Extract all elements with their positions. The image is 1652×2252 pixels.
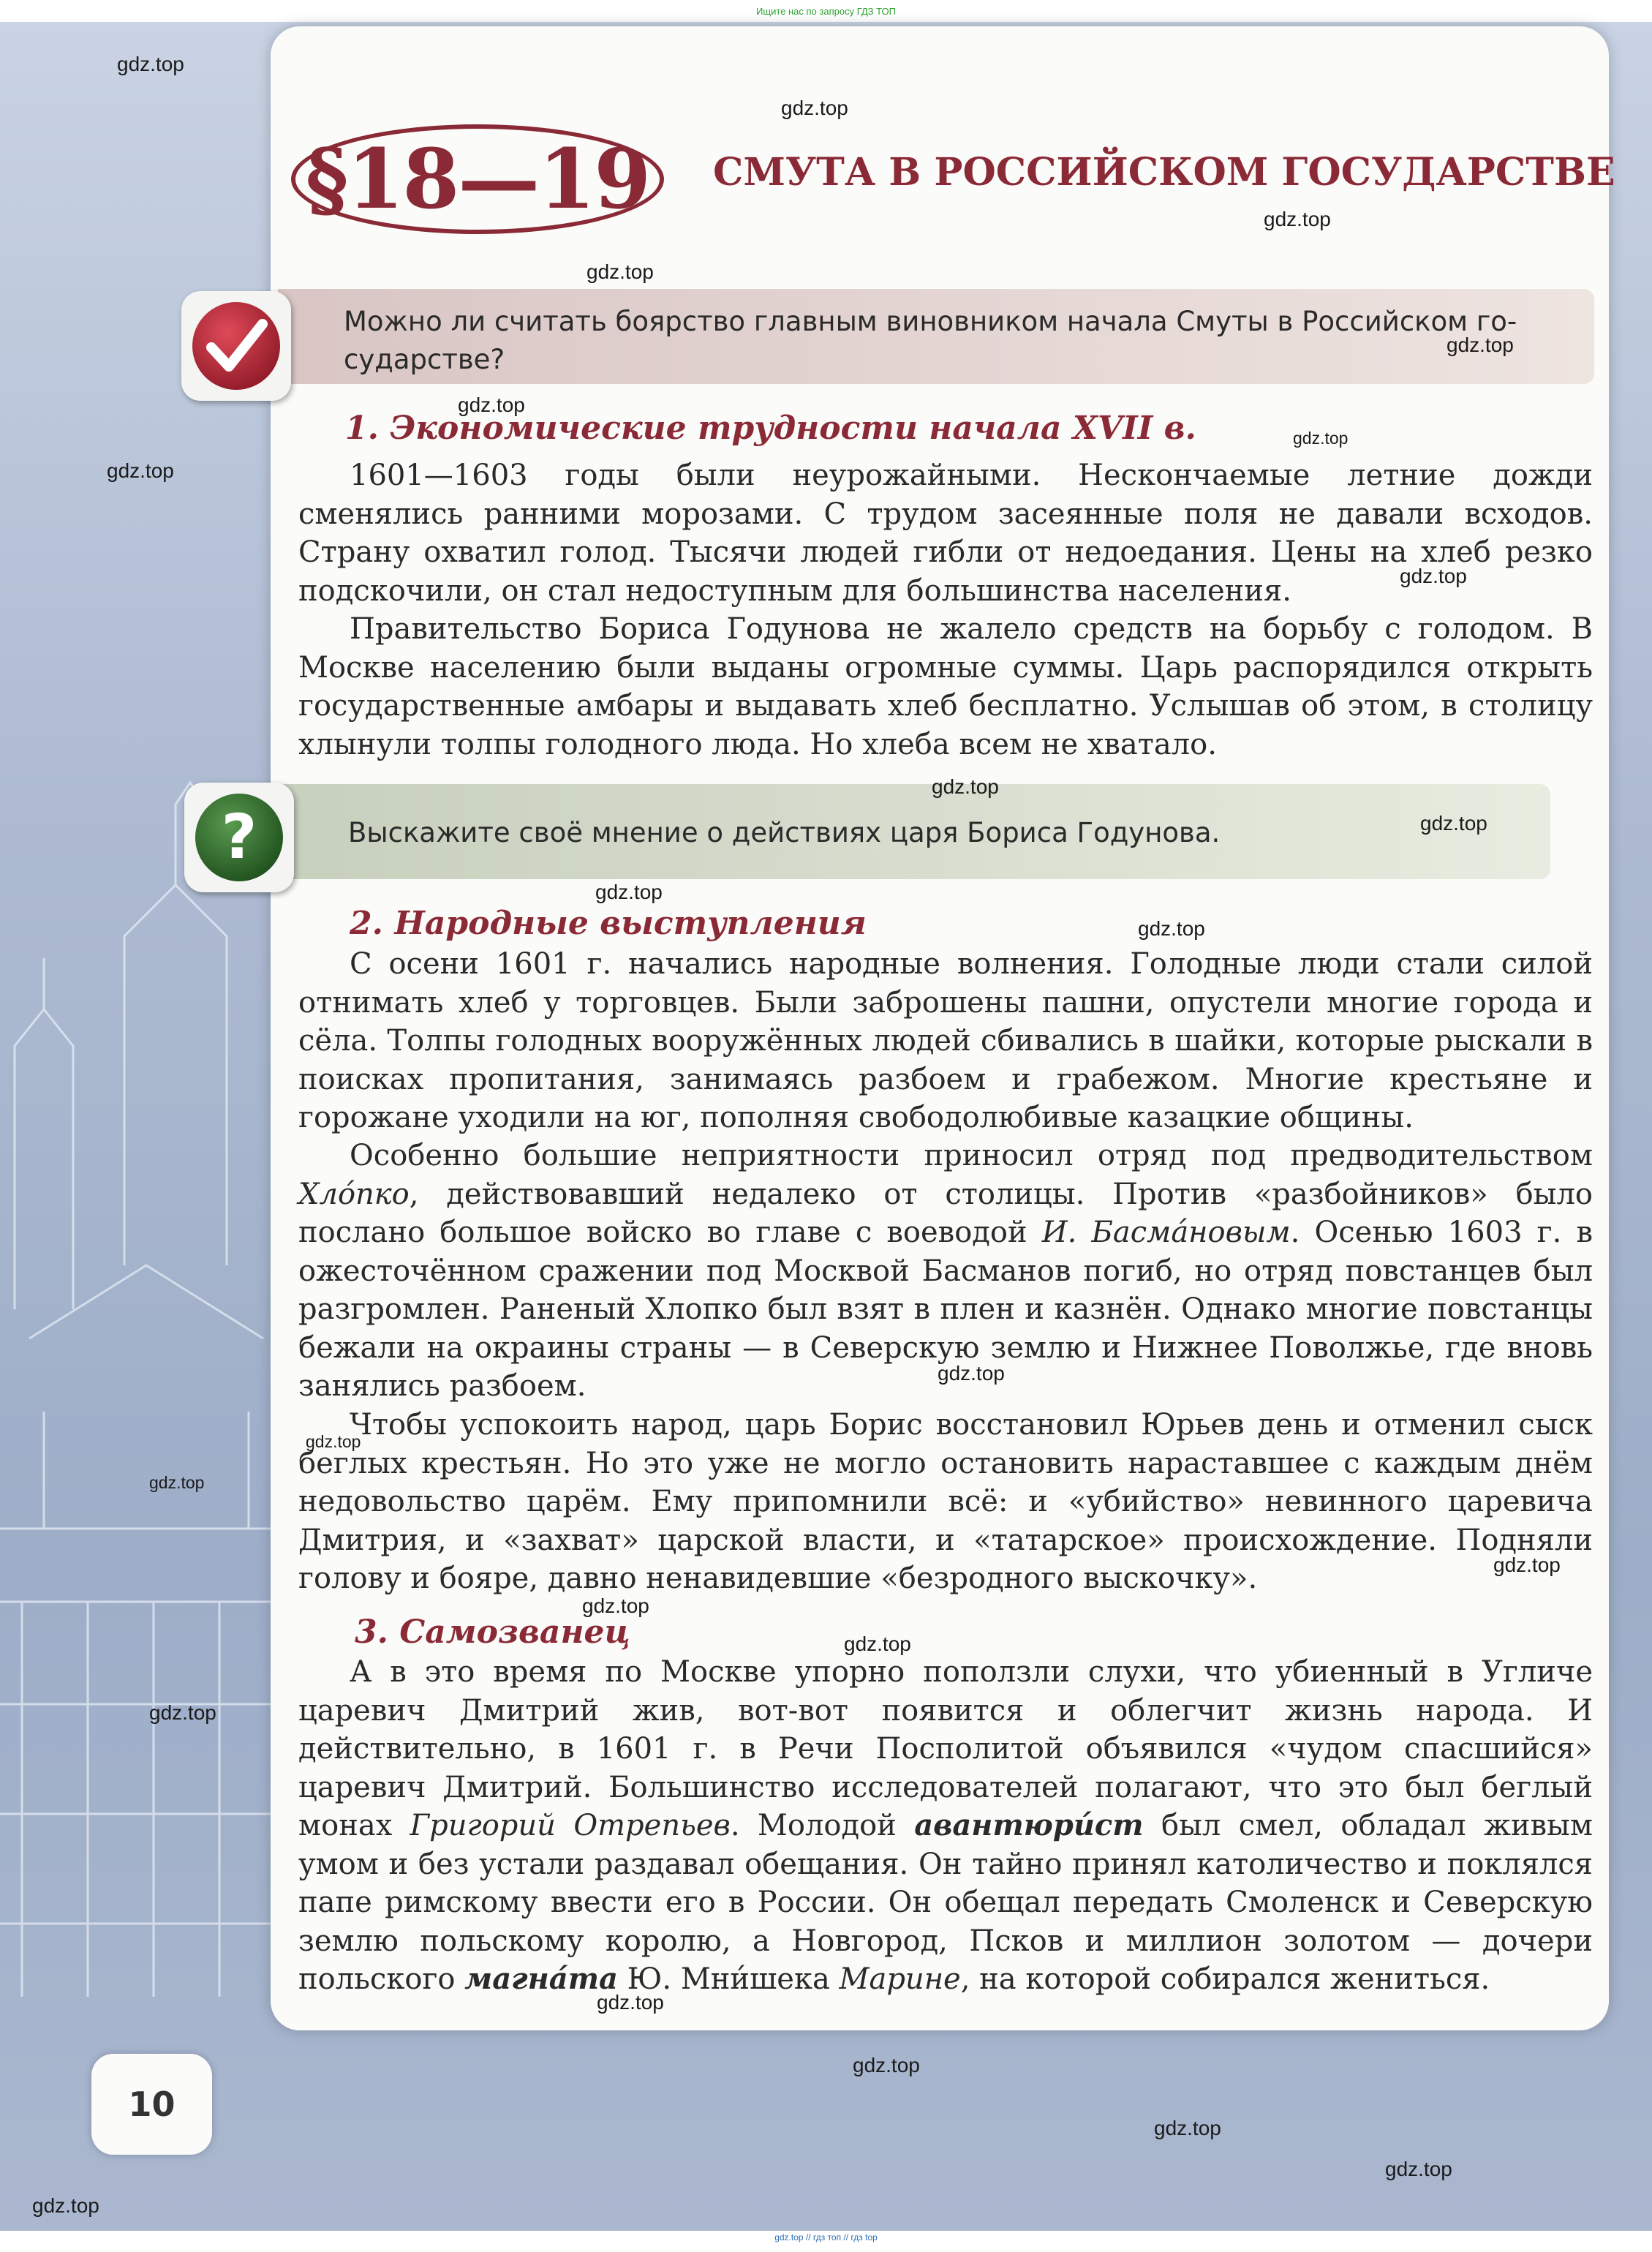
s2p2-text-b: , действовавший недалеко от столицы. Против «разбойников» было послано большое войско во главе с воеводой	[298, 1177, 1593, 1249]
checkmark-icon	[189, 299, 283, 393]
name-basmanov: И. Басма́новым	[1041, 1216, 1291, 1249]
question-2-text: Выскажите своё мнение о действиях царя Бориса Годунова.	[348, 817, 1221, 848]
section-2-title: 2. Народные выступления	[350, 905, 867, 942]
section-1-paragraph-1: 1601—1603 годы были неурожайными. Нескончаемые летние дожди сменялись ранними морозами. С трудом засеянные поля не давали всходов. Страну охватил голод. Тысячи людей гибли от недоедания. Цены на хлеб резко подскочили, он стал недоступным для большинства населения.	[298, 459, 1593, 608]
section-2-paragraph-3: Чтобы успокоить народ, царь Борис восстановил Юрьев день и отменил сыск беглых крестьян. Но это уже не могло остановить нараставшее с каждым днём недовольство царём. Ему припомнили всё: и «убийство» невинного царевича Дмитрия, и «захват» царской власти, и «татарское» происхождение. Подняли голову и бояре, давно ненавидевшие «безродного выскочку».	[298, 1408, 1593, 1595]
s2p2-text-c: . Осенью 1603 г. в ожесточённом сражении под Москвой Басманов погиб, но отряд повстанцев был разгромлен. Раненый Хлопко был взят в плен и казнён. Однако многие повстанцы бежали на окраины страны — в Северскую землю и Нижнее Поволжье, где вновь занялись разбоем.	[298, 1216, 1593, 1403]
s3p1-text-b: . Молодой	[730, 1809, 915, 1842]
watermark: gdz.top	[149, 1473, 205, 1492]
paragraph-number-oval	[291, 124, 664, 234]
s3p1-text-c: был смел, обладал живым умом и без устали раздавал обещания. Он тайно принял католичество и поклялся папе римскому ввести его в России. Он обещал передать Смоленск и Северскую землю польскому королю, а Новгород, Псков и миллион золотом — дочери польского	[298, 1809, 1593, 1996]
chapter-title: СМУТА В РОССИЙСКОМ ГОСУДАРСТВЕ	[713, 150, 1615, 195]
watermark: gdz.top	[844, 1632, 911, 1655]
watermark: gdz.top	[938, 1362, 1005, 1385]
watermark: gdz.top	[458, 393, 525, 416]
watermark: gdz.top	[1293, 429, 1349, 448]
watermark: gdz.top	[1264, 208, 1331, 230]
watermark: gdz.top	[1493, 1554, 1561, 1576]
watermark: gdz.top	[117, 53, 184, 75]
question-badge	[184, 783, 294, 892]
section-1-title: 1. Экономические трудности начала XVII в.	[345, 410, 1196, 447]
watermark: gdz.top	[1447, 334, 1514, 356]
term-adventurer: авантюри́ст	[914, 1808, 1144, 1842]
watermark: gdz.top	[1138, 917, 1205, 940]
watermark: gdz.top	[853, 2054, 920, 2076]
page-number-box	[91, 2054, 212, 2155]
top-banner: Ищите нас по запросу ГДЗ ТОП	[756, 6, 896, 17]
watermark: gdz.top	[595, 881, 663, 903]
s2p2-text-a: Особенно большие неприятности приносил отряд под предводительством	[350, 1139, 1593, 1172]
name-khlopko: Хло́пко	[298, 1177, 410, 1211]
watermark: gdz.top	[932, 775, 999, 798]
name-marina: Марине	[839, 1962, 961, 1996]
watermark: gdz.top	[587, 260, 654, 283]
question-1-text	[344, 303, 1517, 379]
watermark: gdz.top	[107, 459, 174, 482]
checkmark-badge	[181, 291, 291, 401]
section-3-paragraph-1	[298, 1653, 1593, 1999]
watermark: gdz.top	[582, 1594, 649, 1617]
bottom-banner: gdz.top // гдз топ // гдз top	[774, 2232, 878, 2242]
s3p1-text-e: , на которой собирался жениться.	[960, 1962, 1490, 1996]
section-1-paragraph-2: Правительство Бориса Годунова не жалело средств на борьбу с голодом. В Москве населению были выданы огромные суммы. Царь распорядился открыть государственные амбары и выдавать хлеб бесплатно. Услышав об этом, в столицу хлынули толпы голодного люда. Но хлеба всем не хватало.	[298, 612, 1593, 761]
watermark: gdz.top	[32, 2194, 99, 2217]
question-1-line-1: Можно ли считать боярство главным виновником начала Смуты в Российском го-	[344, 306, 1517, 337]
watermark: gdz.top	[1400, 565, 1467, 587]
term-magnate: магна́та	[464, 1962, 618, 1996]
s3p1-text-d: Ю. Мни́шека	[617, 1962, 840, 1996]
watermark: gdz.top	[1420, 812, 1487, 835]
watermark: gdz.top	[306, 1432, 361, 1451]
question-1-line-2: сударстве?	[344, 344, 505, 375]
section-3-title: 3. Самозванец	[355, 1613, 630, 1651]
watermark: gdz.top	[1154, 2117, 1221, 2139]
watermark: gdz.top	[149, 1701, 216, 1724]
svg-text:?: ?	[221, 801, 257, 873]
page-number: 10	[128, 2085, 176, 2124]
section-2-paragraph-1: С осени 1601 г. начались народные волнения. Голодные люди стали силой отнимать хлеб у торговцев. Были заброшены пашни, опустели многие города и сёла. Толпы голодных вооружённых людей сбивались в шайки, которые рыскали в поисках пропитания, занимаясь разбоем и грабежом. Многие крестьяне и горожане уходили на юг, пополняя свободолюбивые казацкие общины.	[298, 947, 1593, 1134]
s3p1-text-a: А в это время по Москве упорно поползли слухи, что убиенный в Угличе царевич Дмитрий жив, вот-вот появится и облегчит жизнь народа. И действительно, в 1601 г. в Речи Посполитой объявился «чудом спасшийся» царевич Дмитрий. Большинство исследователей полагают, что это был беглый монах	[298, 1655, 1593, 1842]
watermark: gdz.top	[597, 1991, 664, 2014]
watermark: gdz.top	[781, 97, 848, 119]
question-mark-icon	[192, 791, 286, 884]
name-otrepiev: Григорий Отрепьев	[410, 1809, 731, 1842]
paragraph-number: §18—19	[305, 131, 650, 227]
watermark: gdz.top	[1385, 2158, 1452, 2180]
